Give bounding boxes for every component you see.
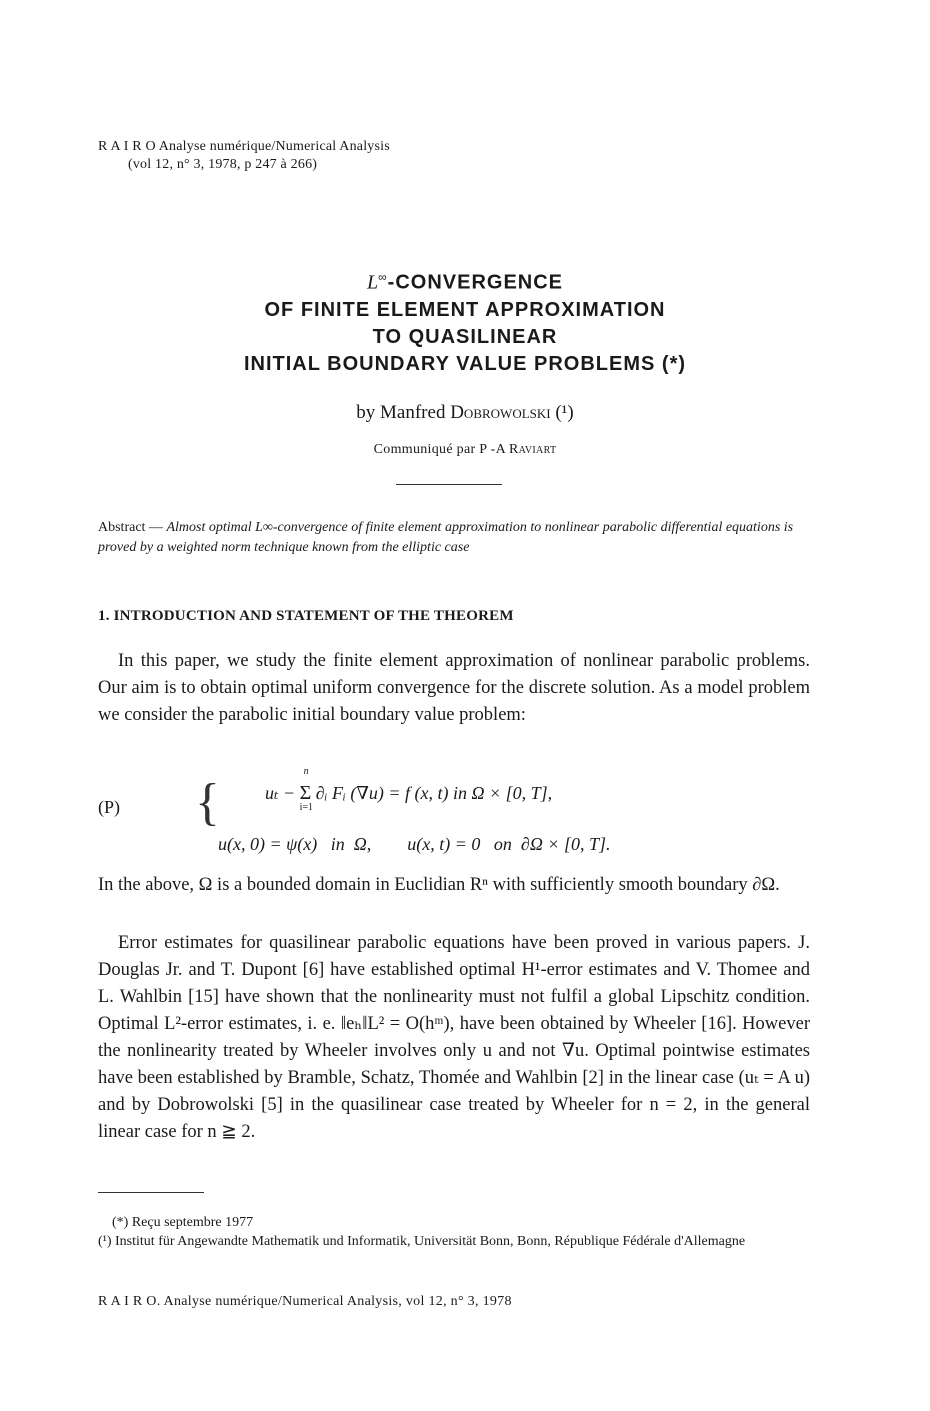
author-note: (¹)	[555, 402, 574, 423]
title-sup: ∞	[378, 270, 388, 284]
journal-header-line1: R A I R O Analyse numérique/Numerical Analysis	[98, 139, 390, 154]
footnote-divider	[98, 1192, 204, 1193]
author-by: by Manfred	[356, 402, 446, 423]
equation-line1	[265, 766, 553, 813]
paper-title	[0, 264, 930, 378]
equation-label: (P)	[98, 797, 120, 817]
equation-line1-pre: uₜ −	[265, 783, 296, 803]
footnote-2: (¹) Institut für Angewandte Mathematik und Informatik, Universität Bonn, Bonn, République Fédérale d'Allemagne	[98, 1234, 746, 1249]
footnote-1: (*) Reçu septembre 1977	[112, 1215, 254, 1230]
paragraph-intro: In this paper, we study the finite element approximation of nonlinear parabolic problems. Our aim is to obtain optimal uniform convergence for the discrete solution. As a model problem we consider the parabolic initial boundary value problem:	[98, 651, 810, 725]
sum-symbol	[299, 766, 314, 813]
journal-header	[98, 138, 390, 174]
title-line2: OF FINITE ELEMENT APPROXIMATION	[264, 298, 666, 321]
paragraph-estimates: Error estimates for quasilinear parabolic equations have been proved in various papers. J. Douglas Jr. and T. Dupont [6] have established optimal H¹-error estimates and V. Thomee and L. Wahlbin [15] have shown that the nonlinearity must not fulfil a global Lipschitz condition. Optimal L²-error estimates, i. e. ‖eₕ‖L² = O(hᵐ), have been obtained by Wheeler [16]. However the nonlinearity treated by Wheeler involves only u and not ∇u. Optimal pointwise estimates have been established by Bramble, Schatz, Thomée and Wahlbin [2] in the linear case (uₜ = A u) and by Dobrowolski [5] in the quasilinear case treated by Wheeler for n = 2, in the general linear case for n ≧ 2.	[98, 933, 810, 1142]
sum-top: n	[303, 766, 309, 777]
title-linf: L	[366, 271, 379, 294]
author-name: Dobrowolski	[450, 402, 551, 423]
abstract-text: Almost optimal L∞-convergence of finite element approximation to nonlinear parabolic differential equations is proved by a weighted norm technique known from the elliptic case	[98, 520, 794, 555]
title-divider	[396, 484, 502, 485]
author-line	[0, 402, 930, 424]
communicated-name: Raviart	[509, 442, 557, 457]
sum-sign: Σ	[299, 782, 312, 804]
communicated-line	[0, 442, 930, 458]
title-line1-rest: -CONVERGENCE	[387, 271, 564, 294]
title-line3: TO QUASILINEAR	[372, 325, 558, 348]
section-heading: 1. INTRODUCTION AND STATEMENT OF THE THEOREM	[98, 608, 514, 624]
equation-brace: {	[195, 774, 220, 831]
abstract	[98, 518, 810, 558]
communicated-prefix: Communiqué par P -A	[373, 442, 506, 457]
abstract-label: Abstract —	[98, 520, 163, 535]
equation-line1-post: ∂ᵢ Fᵢ (∇u) = f (x, t) in Ω × [0, T],	[315, 783, 553, 803]
equation-line2	[218, 834, 611, 855]
journal-header-line2: (vol 12, n° 3, 1978, p 247 à 266)	[128, 157, 318, 172]
title-line1	[0, 264, 930, 297]
sum-bottom: i=1	[299, 802, 314, 813]
paragraph-domain: In the above, Ω is a bounded domain in Euclidian Rⁿ with sufficiently smooth boundary ∂Ω.	[98, 875, 780, 895]
page-footer: R A I R O. Analyse numérique/Numerical Analysis, vol 12, n° 3, 1978	[98, 1294, 512, 1309]
title-line4: INITIAL BOUNDARY VALUE PROBLEMS (*)	[243, 352, 687, 375]
equation-line2-text: u(x, 0) = ψ(x) in Ω, u(x, t) = 0 on ∂Ω × [0, T].	[218, 834, 611, 854]
